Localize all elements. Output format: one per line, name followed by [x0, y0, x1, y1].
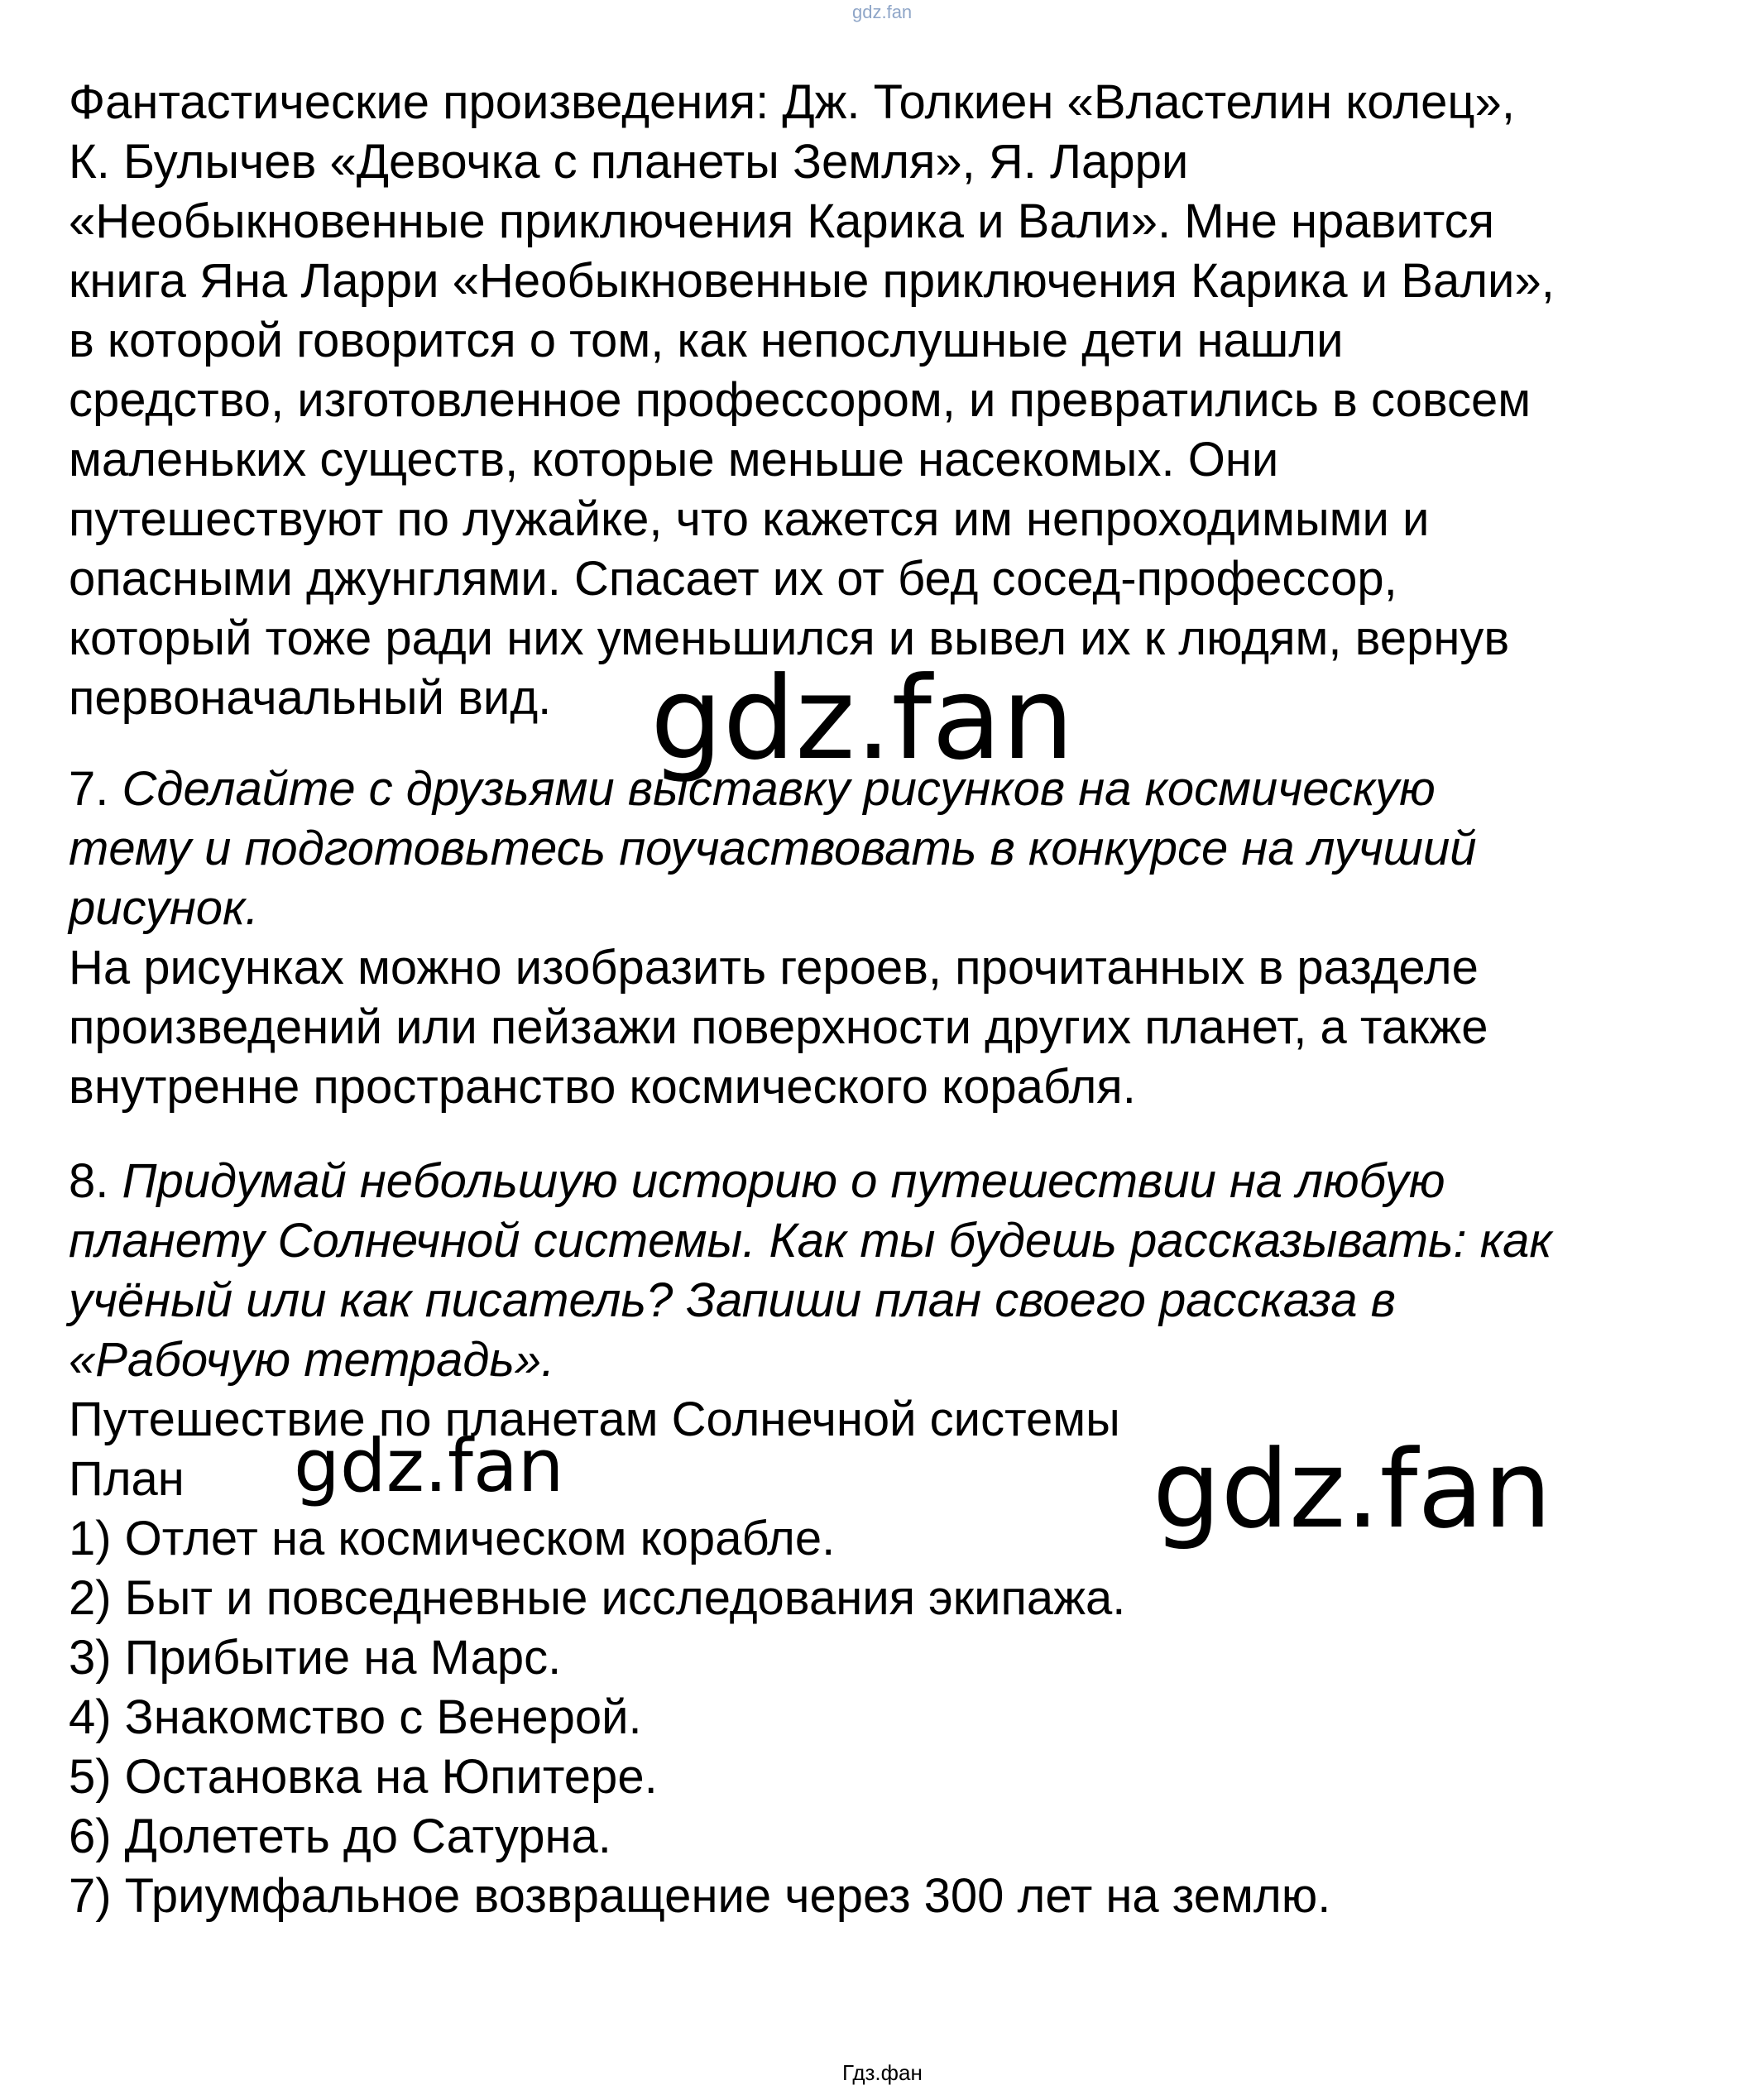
plan-item: 7) Триумфальное возвращение через 300 лет на землю. — [69, 1869, 1331, 1923]
plan-item: 4) Знакомство с Венерой. — [69, 1690, 642, 1744]
paragraph-line: маленьких существ, которые меньше насекомых. Они — [69, 433, 1279, 487]
plan-item: 3) Прибытие на Марс. — [69, 1631, 562, 1685]
header-watermark: gdz.fan — [852, 2, 913, 22]
paragraph-line: средство, изготовленное профессором, и превратились в совсем — [69, 373, 1532, 427]
task7-answer-line: внутренне пространство космического корабля. — [69, 1060, 1136, 1114]
paragraph-line: «Необыкновенные приключения Карика и Вали». Мне нравится — [69, 194, 1495, 248]
task7-answer-line: На рисунках можно изобразить героев, прочитанных в разделе — [69, 941, 1479, 995]
paragraph-line: К. Булычев «Девочка с планеты Земля», Я. Ларри — [69, 135, 1189, 189]
task7-question-line: тему и подготовьтесь поучаствовать в конкурсе на лучший — [69, 822, 1477, 875]
plan-label: План — [69, 1452, 185, 1506]
paragraph-line: первоначальный вид. — [69, 671, 552, 725]
paragraph-line: Фантастические произведения: Дж. Толкиен «Властелин колец», — [69, 75, 1515, 129]
task8-question-line: учёный или как писатель? Запиши план своего рассказа в — [69, 1273, 1396, 1327]
paragraph-line: книга Яна Ларри «Необыкновенные приключения Карика и Вали», — [69, 254, 1555, 308]
plan-item: 1) Отлет на космическом корабле. — [69, 1512, 836, 1565]
task7-question-text: Сделайте с друзьями выставку рисунков на космическую — [122, 762, 1436, 816]
task7-question-line: рисунок. — [69, 881, 259, 935]
paragraph-line: путешествуют по лужайке, что кажется им непроходимыми и — [69, 492, 1430, 546]
task7-answer-line: произведений или пейзажи поверхности других планет, а также — [69, 1000, 1488, 1054]
paragraph-line: который тоже ради них уменьшился и вывел их к людям, вернув — [69, 611, 1510, 665]
paragraph-line: опасными джунглями. Спасает их от бед сосед-профессор, — [69, 552, 1397, 606]
task7-number: 7. — [69, 762, 109, 816]
footer-text: Гдз.фан — [842, 2060, 923, 2085]
story-title: Путешествие по планетам Солнечной системы — [69, 1393, 1120, 1446]
plan-item: 5) Остановка на Юпитере. — [69, 1750, 658, 1804]
watermark: gdz.fan — [1153, 1426, 1552, 1552]
task8-question-text: Придумай небольшую историю о путешествии на любую — [122, 1154, 1445, 1208]
paragraph-line: в которой говорится о том, как непослушные дети нашли — [69, 314, 1344, 367]
watermark: gdz.fan — [294, 1423, 564, 1508]
task8-number: 8. — [69, 1154, 109, 1208]
task8-question-line — [69, 1152, 1445, 1211]
task8-question-line: планету Солнечной системы. Как ты будешь рассказывать: как — [69, 1214, 1552, 1268]
plan-item: 2) Быт и повседневные исследования экипажа. — [69, 1571, 1126, 1625]
task8-question-line: «Рабочую тетрадь». — [69, 1333, 555, 1387]
watermark: gdz.fan — [650, 652, 1075, 785]
plan-item: 6) Долететь до Сатурна. — [69, 1810, 611, 1863]
